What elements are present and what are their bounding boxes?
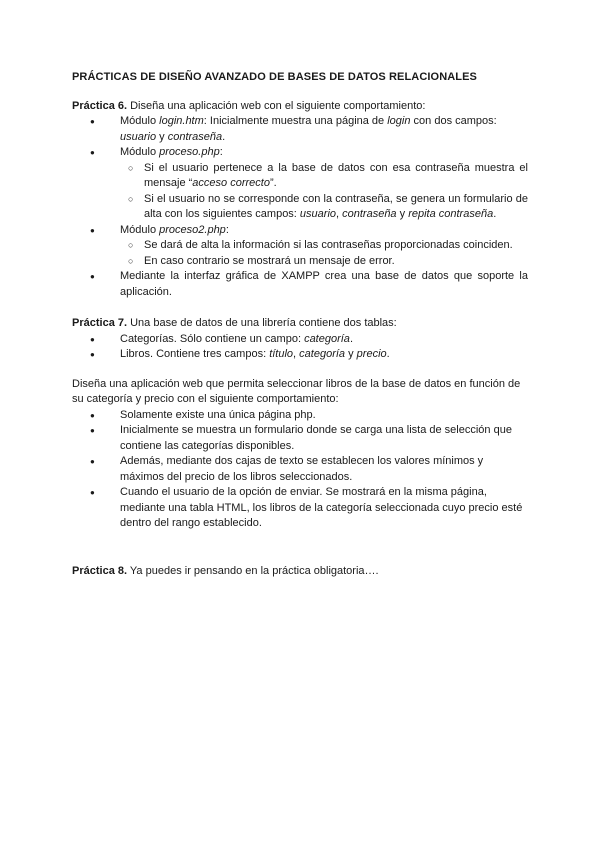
text: Categorías. Sólo contiene un campo: — [120, 332, 305, 345]
practice-7-intro: Una base de datos de una librería contiene dos tablas: — [130, 317, 397, 329]
sub-list — [120, 238, 528, 269]
practice-8 — [72, 564, 528, 580]
field-categoria: categoría — [299, 348, 346, 360]
filename-proceso: proceso.php — [159, 146, 220, 158]
text: : — [225, 223, 229, 236]
field-contrasena: contraseña — [167, 130, 223, 143]
practice-7-label: Práctica 7. — [72, 317, 128, 329]
document-body — [72, 70, 528, 595]
text: . — [493, 208, 497, 220]
practice-6-label: Práctica 6. — [72, 99, 128, 112]
sub-list-item — [72, 161, 528, 192]
practice-6-heading — [72, 99, 528, 115]
list-item: ● Cuando el usuario de la opción de enviar. Se mostrará en la misma página, mediante una tabla HTML, los libros de la categoría seleccionada cuyo precio esté dentro del rango establecido. — [72, 485, 528, 532]
practice-7 — [72, 316, 528, 532]
text: y — [345, 348, 357, 360]
field-precio: precio — [356, 348, 387, 360]
practice-8-text: Ya puedes ir pensando en la práctica obligatoria…. — [129, 564, 379, 577]
document-title: PRÁCTICAS DE DISEÑO AVANZADO DE BASES DE DATOS RELACIONALES — [72, 71, 477, 83]
list-item: ● Además, mediante dos cajas de texto se establecen los valores mínimos y máximos del precio de los libros seleccionados. — [72, 454, 528, 485]
practice-6-intro: Diseña una aplicación web con el siguiente comportamiento: — [130, 99, 426, 112]
spacer — [72, 363, 528, 377]
sub-list-item: ○ Se dará de alta la información si las contraseñas proporcionadas coinciden. — [72, 238, 528, 254]
field-usuario: usuario — [299, 208, 336, 220]
list-item — [72, 145, 528, 223]
field-categoria: categoría — [304, 332, 350, 345]
list-item — [72, 223, 528, 270]
practice-7-heading — [72, 316, 528, 332]
message-acceso-correcto: acceso correcto — [192, 177, 270, 189]
field-repita-contrasena: repita contraseña — [408, 208, 494, 220]
text: con dos campos: — [410, 115, 497, 127]
sub-list — [120, 161, 528, 223]
requirements-list — [72, 408, 528, 532]
text: . — [349, 332, 353, 345]
list-item — [72, 347, 528, 363]
filename-proceso2: proceso2.php — [159, 223, 226, 236]
field-usuario: usuario — [120, 130, 157, 143]
text: , — [336, 208, 343, 220]
text: Si el usuario pertenece a la base de datos con esa contraseña muestra el mensaje “ — [144, 161, 528, 189]
list-item: ● Solamente existe una única página php. — [72, 408, 528, 424]
text: . — [222, 130, 226, 143]
list-item: ● Mediante la interfaz gráfica de XAMPP crea una base de datos que soporte la aplicación. — [72, 269, 528, 300]
text: Libros. Contiene tres campos: — [120, 348, 270, 360]
text: : Inicialmente muestra una página de — [203, 115, 388, 127]
text: y — [396, 208, 409, 220]
filename-login: login.htm — [159, 115, 204, 127]
list-item — [72, 332, 528, 348]
text: Si el usuario no se corresponde con la contraseña, se genera un formulario de alta con los siguientes campos: — [144, 192, 528, 220]
practice-8-label: Práctica 8. — [72, 564, 128, 577]
list-item — [72, 114, 528, 145]
practice-8-heading — [72, 564, 528, 580]
term-login: login — [387, 115, 411, 127]
text: Módulo — [120, 115, 160, 127]
practice-6 — [72, 99, 528, 301]
text: ”. — [269, 177, 277, 189]
practice-7-paragraph: Diseña una aplicación web que permita seleccionar libros de la base de datos en función de su categoría y precio con el siguiente comportamiento: — [72, 377, 521, 405]
text: , — [293, 348, 300, 360]
spacer — [72, 548, 528, 564]
practice-6-list — [72, 114, 528, 300]
list-item: ● Inicialmente se muestra un formulario donde se carga una lista de selección que contiene las categorías disponibles. — [72, 423, 528, 454]
sub-list-item — [72, 192, 528, 223]
text: : — [219, 146, 223, 158]
sub-list-item: ○ En caso contrario se mostrará un mensaje de error. — [72, 254, 528, 270]
text: . — [386, 348, 390, 360]
text: Módulo — [120, 146, 160, 158]
tables-list — [72, 332, 528, 363]
field-contrasena: contraseña — [342, 208, 397, 220]
text: y — [156, 130, 168, 143]
text: Módulo — [120, 223, 160, 236]
field-titulo: título — [269, 348, 294, 360]
